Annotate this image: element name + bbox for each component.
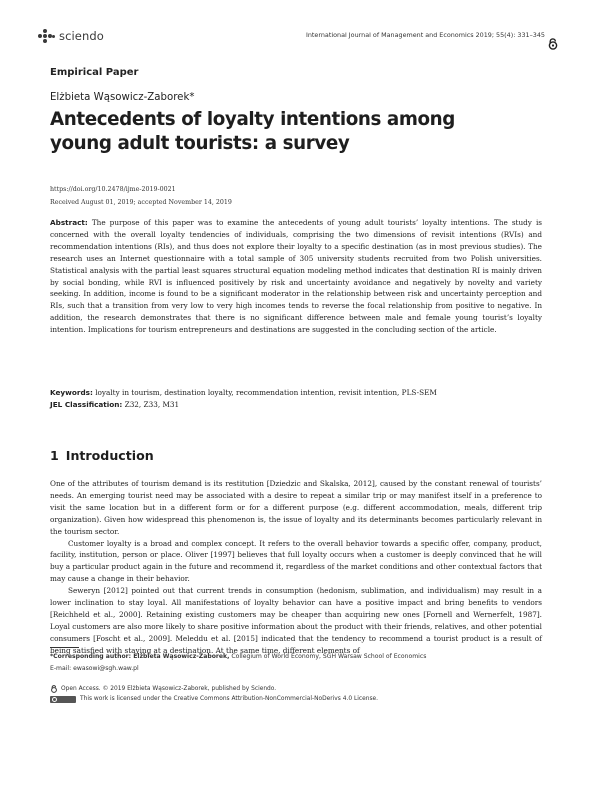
keywords-line (50, 387, 542, 399)
abstract (50, 217, 542, 336)
open-access-text: Open Access. © 2019 Elżbieta Wąsowicz-Zaborek, published by Sciendo. (61, 686, 277, 692)
body-text (50, 478, 542, 657)
open-access-line (50, 684, 378, 694)
section-number: 1 (50, 448, 59, 463)
license-line (50, 694, 378, 704)
section-title: Introduction (65, 448, 154, 463)
paragraph: Customer loyalty is a broad and complex concept. It refers to the overall behavior towards a specific offer, company, product, facility, institution, person or place. Oliver [1997] believes that full loyalty occurs when a customer is deeply convinced that he will buy a particular product again in the future and recommend it, regardless of the market conditions and other contextual factors that may cause a change in their behavior. (50, 538, 542, 584)
keywords-label: Keywords: (50, 388, 93, 397)
author-name: Elżbieta Wąsowicz-Zaborek* (50, 92, 195, 103)
abstract-text: The purpose of this paper was to examine the antecedents of young adult tourists’ loyalty intentions. The study is concerned with the overall loyalty tendencies of individuals, comprising the two dimensions of revisit intentions (RVIs) and recommendation intentions (RIs), and thus does not explore their loyalty to a specific destination (as in most previous studies). The research uses an Internet questionnaire with a total sample of 305 university students recruited from two Polish universities. Statistical analysis with the partial least squares structural equation modeling method indicates that destination RI is mainly driven by social bonding, while RVI is influenced positively by risk and uncertainty avoidance and negatively by novelty and variety seeking. In addition, income is found to be a significant moderator in the relationship between risk and uncertainty perception and RIs, such that a transition from very low to very high incomes tends to reverse the focal relationship from positive to negative. In addition, the research demonstrates that there is no significant difference between male and female young tourist’s loyalty intention. Implications for tourism entrepreneurs and destinations are suggested in the concluding section of the article. (50, 218, 542, 335)
license-text: This work is licensed under the Creative Commons Attribution-NonCommercial-NoDerivs 4.0 License. (80, 696, 379, 703)
sciendo-dots-icon (38, 29, 56, 43)
jel-label: JEL Classification: (50, 400, 123, 409)
footnote-divider (50, 647, 79, 648)
creative-commons-badge-icon[interactable] (50, 696, 76, 703)
section-heading (50, 448, 154, 463)
corresponding-author-note (50, 651, 426, 674)
license-footer (50, 684, 378, 705)
keywords-block (50, 387, 542, 411)
paragraph: One of the attributes of tourism demand is its restitution [Dziedzic and Skalska, 2012], caused by the constant renewal of tourists’ needs. An emerging tourist need may be associated with a desire to repeat a similar trip or may manifest itself in a preference to visit the same location but in a different form or for a different purpose (e.g. different accommodation, meals, different trip organization). Given how widespread this phenomenon is, the issue of loyalty and its determinants becomes particularly relevant in the tourism sector. (50, 479, 542, 536)
corresponding-author-affiliation: Collegium of World Economy, SGH Warsaw School of Economics (229, 653, 427, 660)
paper-type: Empirical Paper (50, 67, 139, 78)
paper-title: Antecedents of loyalty intentions among young adult tourists: a survey (50, 109, 455, 154)
jel-text: Z32, Z33, M31 (124, 400, 180, 409)
journal-citation: International Journal of Management and Economics 2019; 55(4): 331–345 (305, 31, 545, 39)
corresponding-author-line (50, 651, 426, 663)
abstract-label: Abstract: (50, 218, 88, 227)
publisher-name: sciendo (59, 29, 104, 43)
doi-link[interactable]: https://doi.org/10.2478/ijme-2019-0021 (50, 186, 176, 193)
corresponding-author-label: *Corresponding author: Elżbieta Wąsowicz-Zaborek, (50, 653, 230, 660)
open-access-small-icon (50, 685, 58, 693)
received-dates: Received August 01, 2019; accepted November 14, 2019 (50, 199, 232, 206)
open-access-icon (547, 38, 559, 50)
sciendo-logo[interactable] (38, 28, 104, 44)
keywords-text: loyalty in tourism, destination loyalty, recommendation intention, revisit intention, PLS-SEM (95, 388, 437, 397)
paragraph: Seweryn [2012] pointed out that current trends in consumption (hedonism, sublimation, and individualism) may result in a lower inclination to stay loyal. All manifestations of loyalty behavior can have a positive impact and bring benefits to vendors [Reichheld et al., 2000]. Retaining existing customers may be cheaper than acquiring new ones [Fornell and Wernerfelt, 1987]. Loyal customers are also more likely to share positive information about the product with their friends, relatives, and other potential consumers [Foscht et al., 2009]. Meleddu et al. [2015] indicated that the tendency to recommend a tourist product is a result of being satisfied with staying at a destination. At the same time, different elements of (50, 586, 542, 655)
jel-line (50, 399, 542, 411)
author-email[interactable]: E-mail: ewasowi@sgh.waw.pl (50, 664, 139, 672)
